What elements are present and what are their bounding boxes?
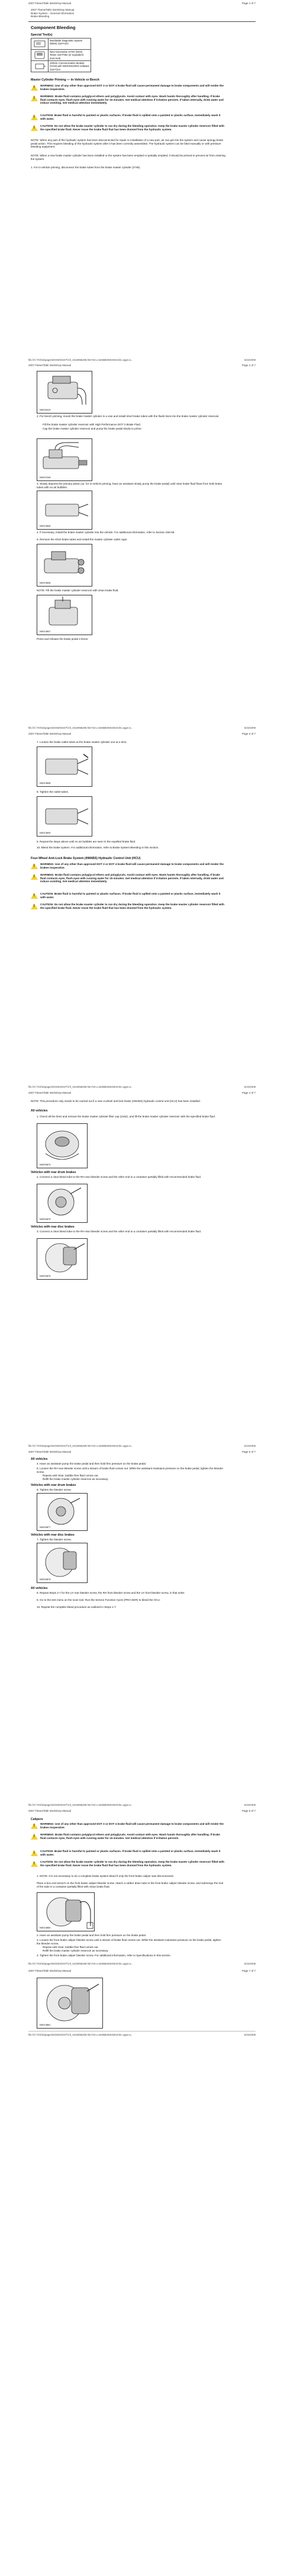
- step-text: 3. Connect a clear bleed tube to the RH rear bleeder screw and the other end to a container partially filled with recommended brake fluid.: [37, 1230, 202, 1233]
- subheading: All vehicles: [31, 1587, 48, 1590]
- tool-icon: [31, 61, 49, 72]
- manual-page-4: [0, 1085, 284, 1453]
- rear-disc-bleeder-illustration: [37, 1238, 88, 1280]
- step-text: 2. Have an assistant pump the brake pedal and then hold firm pressure on the brake pedal.: [37, 1934, 147, 1937]
- header-manual-title: 2007 Flame/Taltir Workshop Manual: [28, 1969, 71, 1972]
- tool-row: [31, 49, 91, 60]
- caliper-tighten-illustration: [37, 1978, 103, 2029]
- header-page-number: Page 6 of 7: [241, 1809, 256, 1812]
- warning-text: WARNING: Brake fluid contains polyglycol ethers and polyglycols. Avoid contact with eyes. Wash hands thoroughly after handling. If brake fluid contacts eyes, flush eyes with running water for 15 minutes. Get medical attention if irritation persists. If taken internally, drink water and induce vomiting. Get medical attention immediately.: [40, 873, 224, 883]
- page-footer: [28, 1085, 256, 1088]
- caution-box: [31, 892, 226, 899]
- special-tools-heading: Special Tool(s): [31, 33, 53, 37]
- header-manual-title: 2007 Flame/Taltir Workshop Manual: [28, 1809, 71, 1812]
- header-manual-title: 2007 Flame/Taltir Workshop Manual: [28, 732, 71, 735]
- caution-box: [31, 903, 226, 909]
- svg-text:N0003876: N0003876: [40, 1274, 51, 1277]
- page-footer: [28, 1444, 256, 1447]
- caution-box: [31, 124, 226, 131]
- step-text: 7. Tighten the bleeder screw.: [37, 1538, 72, 1541]
- step-text: 8. Repeat Steps 2-7 for the LH rear bleeder screw, the RH front bleeder screw and the LH front bleeder screw, in that order.: [37, 1591, 185, 1594]
- note-text: 1. NOTE: It is not necessary to do a complete brake system bleed if only the front brake caliper was disconnected.: [37, 1875, 174, 1877]
- page-title: Component Bleeding: [31, 25, 76, 30]
- warning-icon: [31, 1823, 38, 1829]
- warning-icon: [31, 1834, 38, 1840]
- caution-box: [31, 1850, 226, 1856]
- warning-text: WARNING: Use of any other than approved DOT 3 or DOT 4 brake fluid will cause permanent damage to brake components and will render the brakes inoperative.: [40, 863, 224, 869]
- footer-date: 6/24/2009: [244, 358, 256, 361]
- page-header: [28, 1450, 256, 1454]
- note-text: NOTE: When any part of the hydraulic system has been disconnected for repair or installation of a new part, air can get into the system and cause spongy brake pedal action. This requires bleeding of the hydraulic system after it has been correctly assembled. The hydraulic system can be bled manually or with pressure bleeding equipment.: [31, 139, 224, 149]
- svg-text:N0013846: N0013846: [40, 581, 51, 584]
- page-header: [28, 2, 256, 5]
- bullet-item: Refill the brake master cylinder reservoir as necessary.: [43, 1478, 109, 1481]
- warning-icon: [31, 874, 38, 880]
- caution-box: [31, 114, 226, 120]
- page-footer: [28, 2033, 256, 2036]
- svg-text:N0003877: N0003877: [40, 1526, 51, 1529]
- bullet-item: Refill the brake master cylinder reservoir as necessary.: [43, 1949, 109, 1952]
- divider: [28, 21, 256, 22]
- tool-row: [31, 60, 91, 72]
- reservoir-cap-illustration: [37, 1123, 88, 1168]
- section-heading: Four-Wheel Anti-Lock Brake System (4WABS) Hydraulic Control Unit (HCU): [31, 857, 141, 860]
- caution-text: CAUTION: Do not allow the brake master cylinder to run dry during the bleeding operation. Keep the brake master cylinder reservoir filled with the specified brake fluid. Never reuse the brake fluid that has been drained from the hydraulic system.: [40, 1860, 224, 1867]
- tighten-outlet-tubes-illustration: [37, 796, 92, 837]
- bullet-item: Repeat until clear, bubble-free fluid comes out.: [43, 1474, 99, 1477]
- warning-box: [31, 1822, 226, 1829]
- bench-priming-illustration: [37, 438, 92, 481]
- warning-box: [31, 863, 226, 869]
- step-text: 6. Tighten the bleeder screw.: [37, 1488, 72, 1491]
- step-text: 3. Slowly depress the primary piston (or, for in-vehicle priming, have an assistant slowly pump the brake pedal) until clear brake fluid flows from both brake tubes with no air bubbles.: [37, 482, 222, 489]
- header-page-number: Page 7 of 7: [241, 1969, 256, 1972]
- step-text: 7. Loosen the brake outlet tubes at the brake master cylinder one at a time.: [37, 741, 127, 744]
- header-page-number: Page 1 of 7: [241, 2, 256, 5]
- caution-icon: [31, 125, 38, 131]
- warning-text: WARNING: Use of any other than approved DOT 3 or DOT 4 brake fluid will cause permanent damage to brake components and will render the brakes inoperative.: [40, 84, 224, 91]
- tool-icon: [31, 39, 49, 49]
- footer-path: file://C:\TIS\tis\pages\EOSEN\SST\Ch_0418056208.htm?vin=r4e5k6k6NSG8r4nlm=ogps-a...: [28, 1962, 133, 1965]
- page-footer: [28, 1962, 256, 1965]
- divider: [28, 2031, 256, 2032]
- caution-icon: [31, 903, 38, 909]
- warning-icon: [31, 85, 38, 91]
- subheading: Vehicles with rear disc brakes: [31, 1533, 75, 1537]
- warning-box: [31, 873, 226, 883]
- section-heading: Master Cylinder Priming — In-Vehicle or Bench: [31, 78, 99, 82]
- svg-text:N0015419: N0015419: [40, 408, 51, 411]
- warning-text: WARNING: Use of any other than approved DOT 3 or DOT 4 brake fluid will cause permanent damage to brake components and will render the brakes inoperative.: [40, 1822, 224, 1829]
- caution-text: CAUTION: Brake fluid is harmful to painted or plastic surfaces. If brake fluid is spilled onto a painted or plastic surface, immediately wash it with water.: [40, 1850, 221, 1856]
- svg-text:N0013848: N0013848: [40, 781, 51, 784]
- header-manual-title: 2007 Flame/Taltir Workshop Manual: [28, 364, 71, 367]
- svg-text:N0013845: N0013845: [40, 524, 51, 527]
- rear-drum-bleeder-illustration: [37, 1184, 88, 1223]
- page-footer: [28, 358, 256, 361]
- step-text: 2. Connect a clear bleed tube to the RH rear bleeder screw and the other end to a container partially filled with recommended brake fluid.: [37, 1175, 202, 1178]
- header-manual-title: 2007 Flame/Taltir Workshop Manual: [28, 1450, 71, 1453]
- step-text: 3. Loosen the front brake caliper bleeder screw until a stream of brake fluid comes out. While the assistant maintains pressure on the brake pedal, tighten the bleeder screw.: [37, 1939, 221, 1945]
- warning-text: WARNING: Brake fluid contains polyglycol ethers and polyglycols. Avoid contact with eyes. Wash hands thoroughly after handling. If brake fluid contacts eyes, flush eyes with running water for 15 minutes. Get medical attention if irritation persists.: [40, 1833, 220, 1840]
- subheading: Vehicles with rear drum brakes: [31, 1484, 76, 1487]
- subheading: All vehicles: [31, 1457, 48, 1461]
- tool-icon: [31, 50, 49, 60]
- manual-page-7: [0, 1969, 284, 2576]
- header-page-number: Page 3 of 7: [241, 732, 256, 735]
- step-text: 10. Repeat the complete bleed procedure as outlined in Steps 1-7.: [37, 1606, 117, 1609]
- page-header: [28, 732, 256, 736]
- step-text: Press and release the brake pedal 4 times.: [37, 637, 89, 640]
- footer-date: 6/24/2009: [244, 2033, 256, 2036]
- brake-tube-illustration: [37, 491, 92, 530]
- warning-icon: [31, 863, 38, 869]
- manual-page-2: [0, 364, 284, 731]
- step-text: 1. Check all the lines and remove the brake master cylinder filter cap (2162), and fill the brake master cylinder reservoir with the specified brake fluid.: [37, 1115, 216, 1118]
- page-footer: [28, 726, 256, 729]
- footer-date: 6/24/2009: [244, 1085, 256, 1088]
- page-header: [28, 1091, 256, 1095]
- tool-description: New Generation STAR (NGS) Tester 418-F052 (or equivalent scan tool): [50, 50, 84, 60]
- svg-text:N0003875: N0003875: [40, 1217, 51, 1220]
- step-text: 4. Tighten the front brake caliper bleeder screw. For additional information, refer to Specifications in this section.: [37, 1954, 171, 1957]
- subheading: Calipers: [31, 1818, 43, 1821]
- header-page-number: Page 4 of 7: [241, 1091, 256, 1094]
- step-text: 1. For in-vehicle priming, disconnect the brake tubes from the brake master cylinder (2746).: [31, 166, 141, 169]
- step-text: Place a box end wrench on the front brake caliper bleeder screw. Attach a rubber drain tube to the front brake caliper bleeder screw, and submerge the end of the tube in a container partially filled with clean brake fluid.: [37, 1882, 224, 1888]
- caution-icon: [31, 1850, 38, 1856]
- footer-date: 6/24/2009: [244, 1803, 256, 1806]
- step-text: 2. For bench priming, mount the brake master cylinder in a vise and install short brake tubes with the fluids lines into the brake master cylinder reservoir.: [37, 415, 220, 418]
- header-page-number: Page 2 of 7: [241, 364, 256, 367]
- page-header: [28, 364, 256, 367]
- page-footer: [28, 1803, 256, 1806]
- caution-icon: [31, 1861, 38, 1867]
- svg-text:N0013847: N0013847: [40, 630, 51, 633]
- subheading: Vehicles with rear drum brakes: [31, 1171, 76, 1174]
- warning-icon: [31, 95, 38, 101]
- footer-date: 6/24/2009: [244, 1444, 256, 1447]
- caution-text: CAUTION: Do not allow the brake master cylinder to run dry during the bleeding operation. Keep the brake master cylinder reservoir filled with the specified brake fluid. Never reuse the brake fluid that has been drained from the hydraulic system.: [40, 903, 224, 909]
- manual-page-3: [0, 726, 284, 1094]
- manual-page-5: [0, 1444, 284, 1812]
- manual-page-1: [0, 0, 284, 367]
- footer-path: file://C:\TIS\tis\pages\EOSEN\SST\Ch_0418056208.htm?vin=r4e5k6k6NSG8r4nlm=ogps-a...: [28, 1444, 133, 1447]
- master-cylinder-illustration: [37, 371, 92, 414]
- footer-path: file://C:\TIS\tis\pages\EOSEN\SST\Ch_0418056208.htm?vin=r4e5k6k6NSG8r4nlm=ogps-a...: [28, 1085, 133, 1088]
- special-tools-table: [31, 38, 91, 72]
- svg-text:N0013849: N0013849: [40, 831, 51, 834]
- footer-path: file://C:\TIS\tis\pages\EOSEN\SST\Ch_0418056208.htm?vin=r4e5k6k6NSG8r4nlm=ogps-a...: [28, 2033, 133, 2036]
- warning-box: [31, 95, 226, 105]
- bullet-item: Repeat until clear, bubble-free fluid comes out.: [43, 1946, 99, 1949]
- step-text: 10. Bleed the brake system. For additional information, refer to Brake System Bleeding in this section.: [37, 846, 159, 849]
- subheading: Vehicles with rear disc brakes: [31, 1225, 75, 1229]
- footer-path: file://C:\TIS\tis\pages\EOSEN\SST\Ch_0418056208.htm?vin=r4e5k6k6NSG8r4nlm=ogps-a...: [28, 726, 133, 729]
- caution-icon: [31, 893, 38, 899]
- step-text: 5. Loosen the RH rear bleeder screw until a stream of brake fluid comes out. While the assistant maintains pressure on the brake pedal, tighten the bleeder screw.: [37, 1467, 224, 1473]
- note-text: NOTE: Fill the brake master cylinder reservoir with clean brake fluid.: [37, 589, 119, 592]
- tool-description: Worldwide Diagnostic System (WDS) 418-F224: [50, 39, 83, 46]
- breadcrumb: 2007 Flame/Taltir Workshop Manual Brake System - General Information Brake Bleeding: [31, 8, 75, 18]
- disc-bleeder-tighten-illustration: [37, 1543, 88, 1583]
- caution-icon: [31, 114, 38, 120]
- drum-bleeder-tighten-illustration: [37, 1493, 88, 1531]
- step-text: 5. Remove the short brake tubes and install the master cylinder outlet caps.: [37, 538, 128, 541]
- svg-text:N0013851: N0013851: [40, 2023, 51, 2026]
- page-header: [28, 1969, 256, 1973]
- page-header: [28, 1809, 256, 1813]
- bullet-item: Fill the brake master cylinder reservoir with High Performance DOT 3 Brake Fluid.: [43, 423, 141, 426]
- header-manual-title: 2007 Flame/Taltir Workshop Manual: [28, 1091, 71, 1094]
- footer-path: file://C:\TIS\tis\pages\EOSEN\SST\Ch_0418056208.htm?vin=r4e5k6k6NSG8r4nlm=ogps-a...: [28, 358, 133, 361]
- tool-row: [31, 39, 91, 49]
- note-text: NOTE: When a new brake master cylinder has been installed or the system has been emptied or partially emptied, it should be primed to prevent air from entering the system.: [31, 154, 225, 161]
- caution-box: [31, 1860, 226, 1867]
- svg-text:N0021346: N0021346: [40, 476, 51, 479]
- footer-path: file://C:\TIS\tis\pages\EOSEN\SST\Ch_0418056208.htm?vin=r4e5k6k6NSG8r4nlm=ogps-a...: [28, 1803, 133, 1806]
- header-manual-title: 2007 Flame/Taltir Workshop Manual: [28, 2, 71, 5]
- warning-box: [31, 1833, 226, 1840]
- subheading: All vehicles: [31, 1109, 48, 1113]
- caution-text: CAUTION: Do not allow the brake master cylinder to run dry during the bleeding operation. Keep the brake master cylinder reservoir filled with the specified brake fluid. Never reuse the brake fluid that has been drained from the hydraulic system.: [40, 124, 224, 131]
- caliper-bleeder-illustration: [37, 1892, 95, 1931]
- loosen-outlet-tubes-illustration: [37, 746, 92, 787]
- svg-text:N0003878: N0003878: [40, 1578, 51, 1581]
- svg-text:N0003874: N0003874: [40, 1163, 51, 1166]
- footer-date: 6/24/2009: [244, 1962, 256, 1965]
- bullet-item: Cap the brake master cylinder reservoir and pump the brake pedal slowly to prime.: [43, 427, 143, 430]
- step-text: 4. Have an assistant pump the brake pedal and then hold firm pressure on the brake pedal.: [37, 1462, 147, 1465]
- footer-date: 6/24/2009: [244, 726, 256, 729]
- caution-text: CAUTION: Brake fluid is harmful to painted or plastic surfaces. If brake fluid is spilled onto a painted or plastic surface, immediately wash it with water.: [40, 114, 221, 120]
- outlet-caps-illustration: [37, 544, 92, 587]
- note-text: NOTE: This procedure only needs to be carried out if a new 4-wheel anti-lock brake (4WABS) hydraulic control unit (HCU) has been installed.: [31, 1100, 201, 1103]
- header-page-number: Page 5 of 7: [241, 1450, 256, 1453]
- step-text: 4. If necessary, install the brake master cylinder into the vehicle. For additional information, refer to Section 206-06.: [37, 531, 175, 534]
- reservoir-illustration: [37, 595, 92, 635]
- warning-text: WARNING: Brake fluid contains polyglycol ethers and polyglycols. Avoid contact with eyes. Wash hands thoroughly after handling. If brake fluid contacts eyes, flush eyes with running water for 15 minutes. Get medical attention if irritation persists. If taken internally, drink water and induce vomiting. Get medical attention immediately.: [40, 95, 224, 105]
- warning-box: [31, 84, 226, 91]
- svg-text:N0013850: N0013850: [40, 1926, 51, 1929]
- step-text: 8. Tighten the outlet tubes.: [37, 790, 69, 793]
- caution-text: CAUTION: Brake fluid is harmful to painted or plastic surfaces. If brake fluid is spilled onto a painted or plastic surface, immediately wash it with water.: [40, 892, 221, 899]
- step-text: 9. Repeat the steps above until no air bubbles are seen in the expelled brake fluid.: [37, 840, 136, 843]
- tool-description: Vehicle Communication Module (VCM) with WDS/NGS/IDS software 418-F224: [50, 62, 90, 71]
- step-text: 9. Go to the test menu on the scan tool. Run the Service Function Cycle (PRO-SER) to bleed the HCU.: [37, 1598, 161, 1601]
